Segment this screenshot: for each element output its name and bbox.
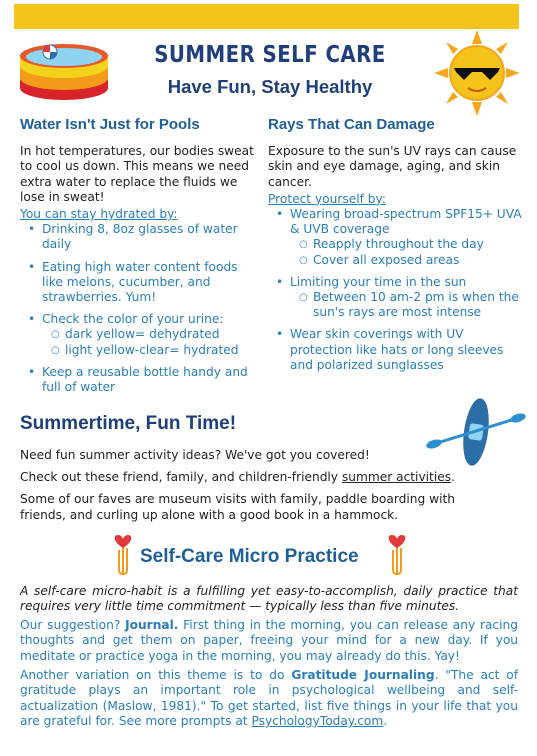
micro-heading: Self-Care Micro Practice [140,546,359,567]
fun-line-2: Check out these friend, family, and children-friendly summer activities. [20,470,455,485]
water-section [20,117,260,395]
sub-list [290,290,528,320]
rays-list [268,207,528,373]
rays-list-label: Protect yourself by: [268,191,386,206]
fun-section [20,448,490,530]
rays-heading: Rays That Can Damage [268,116,435,133]
sub-list-item: ○ Cover all exposed areas [290,253,528,268]
rays-intro: Exposure to the sun's UV rays can cause skin and eye damage, aging, and skin cancer. [268,144,517,189]
sun-with-sunglasses-icon [432,28,522,118]
fun-heading: Summertime, Fun Time! [20,413,237,434]
micro-intro: A self-care micro-habit is a fulfilling yet easy-to-accomplish, daily practice that requires very little time commitment — typically less than five minutes. [20,584,518,614]
summer-activities-link[interactable]: summer activities [341,470,452,485]
list-item: • Drinking 8, 8oz glasses of water daily [20,222,260,252]
water-list-label: You can stay hydrated by: [20,207,178,222]
water-list [20,222,260,395]
water-intro: In hot temperatures, our bodies sweat to cool us down. This means we need extra water to replace the fluids we lose in sweat! [20,144,254,204]
fun-line-3: Some of our faves are museum visits with family, paddle boarding with friends, and curling up alone with a good book in a hammock. [20,492,455,522]
top-banner [14,4,519,29]
sub-list-item: ○ Reapply throughout the day [290,237,528,252]
list-item: • Wearing broad-spectrum SPF15+ UVA & UVB coverage ○ Reapply throughout the day ○ Cover all exposed areas [268,207,528,268]
sub-list-item: ○ light yellow-clear= hydrated [42,343,260,358]
micro-paragraph-gratitude: Another variation on this theme is to do Gratitude Journaling. "The act of gratitude plays an important role in psychological wellbeing and self-actualization (Maslow, 1981)." To get started, list five things in your life that you are grateful for. See more prompts at PsychologyToday.com. [20,668,519,729]
list-item: • Limiting your time in the sun ○ Between 10 am-2 pm is when the sun's rays are most intense [268,275,528,321]
list-item: • Keep a reusable bottle handy and full of water [20,365,260,395]
sub-list [42,327,260,357]
micro-paragraph-journal: Our suggestion? Journal. First thing in the morning, you can release any racing thoughts and get them on paper, freeing your mind for a new day. If you meditate or practice yoga in the morning, you may already do this. Yay! [20,618,518,663]
rays-section [268,117,528,373]
sub-list [290,237,528,267]
list-item: • Check the color of your urine: ○ dark yellow= dehydrated ○ light yellow-clear= hydrated [20,312,260,358]
pool-icon [18,40,110,102]
list-item: • Wear skin coverings with UV protection like hats or long sleeves and polarized sunglasses [268,327,528,373]
page-title: SUMMER SELF CARE [154,42,386,68]
heart-paperclip-icon [110,534,136,576]
sub-list-item: ○ dark yellow= dehydrated [42,327,260,342]
page-subtitle: Have Fun, Stay Healthy [167,76,373,97]
fun-line-1: Need fun summer activity ideas? We've got you covered! [20,448,370,462]
list-item: • Eating high water content foods like melons, cucumber, and strawberries. Yum! [20,260,260,306]
water-heading: Water Isn't Just for Pools [20,116,200,133]
psychology-today-link[interactable]: PsychologyToday.com [251,714,384,729]
sub-list-item: ○ Between 10 am-2 pm is when the sun's rays are most intense [290,290,528,320]
